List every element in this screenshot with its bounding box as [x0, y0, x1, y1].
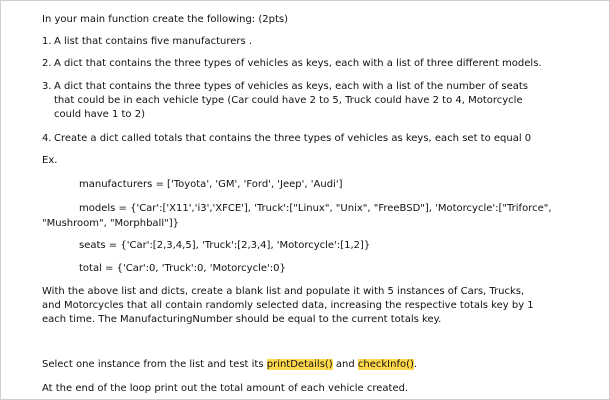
select-line-suffix: . — [413, 359, 418, 370]
list-item-number: 1. — [42, 36, 52, 47]
models-code-line-2: "Mushroom", "Morphball"]} — [42, 218, 179, 229]
list-item-text: Create a dict called totals that contains the three types of vehicles as keys, each set to equal 0 — [54, 133, 532, 144]
list-item-1 — [42, 35, 542, 49]
seats-code-line: seats = {'Car':[2,3,4,5], 'Truck':[2,3,4], 'Motorcycle':[1,2]} — [79, 240, 371, 251]
print-details-method: printDetails() — [266, 359, 333, 370]
select-instance-line — [42, 358, 417, 372]
manufacturers-code-line: manufacturers = ['Toyota', 'GM', 'Ford', 'Jeep', 'Audi'] — [79, 179, 343, 190]
final-instruction-line: At the end of the loop print out the total amount of each vehicle created. — [42, 383, 409, 394]
select-line-prefix: Select one instance from the list and test its — [42, 359, 267, 370]
models-code-line-1: models = {'Car':['X11','i3','XFCE'], 'Truck':["Linux", "Unix", "FreeBSD"], 'Motorcycle':["Triforce", — [79, 203, 552, 214]
list-item-number: 4. — [42, 133, 52, 144]
list-item-number: 3. — [42, 81, 52, 92]
check-info-method: checkInfo() — [357, 359, 414, 370]
list-item-text: A list that contains five manufacturers . — [54, 36, 253, 47]
list-item-2 — [42, 57, 542, 71]
intro-line: In your main function create the following: (2pts) — [42, 14, 288, 25]
list-item-number: 2. — [42, 58, 52, 69]
total-code-line: total = {'Car':0, 'Truck':0, 'Motorcycle':0} — [79, 263, 286, 274]
list-item-text: A dict that contains the three types of vehicles as keys, each with a list of three different models. — [54, 58, 542, 69]
list-item-3 — [42, 80, 542, 122]
instructions-paragraph: With the above list and dicts, create a blank list and populate it with 5 instances of Cars, Trucks, and Motorcycles that all contain randomly selected data, increasing the respective totals key by 1 each time. The ManufacturingNumber should be equal to the current totals key. — [42, 286, 534, 325]
list-item-text: A dict that contains the three types of vehicles as keys, each with a list of the number of seats that could be in each vehicle type (Car could have 2 to 5, Truck could have 2 to 4, Motorcycle could have 1 to 2) — [54, 81, 529, 120]
example-label: Ex. — [42, 155, 58, 166]
list-item-4 — [42, 132, 542, 146]
select-line-middle: and — [332, 359, 358, 370]
